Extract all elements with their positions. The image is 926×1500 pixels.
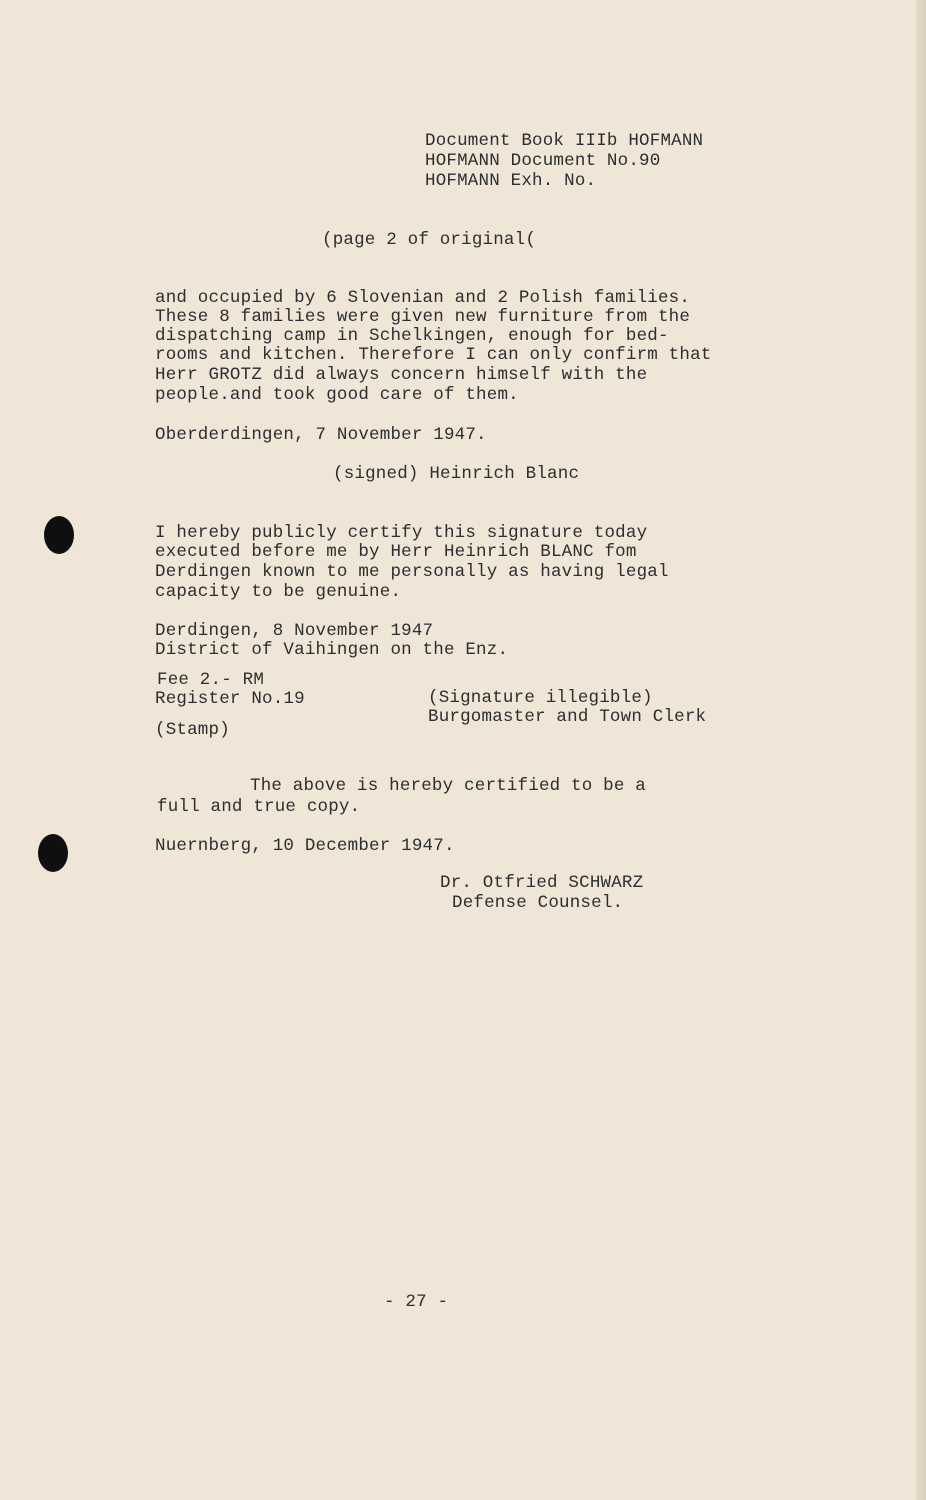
copy-statement-line: The above is hereby certified to be a: [250, 776, 646, 796]
register-line: Register No.19: [155, 689, 305, 709]
signature-illegible: (Signature illegible): [428, 688, 653, 708]
header-document-number: HOFMANN Document No.90: [425, 151, 661, 171]
copy-statement-line: full and true copy.: [157, 797, 361, 817]
body-line: dispatching camp in Schelkingen, enough for bed-: [155, 326, 669, 346]
place-date-derdingen: Derdingen, 8 November 1947: [155, 621, 434, 641]
header-exhibit-number: HOFMANN Exh. No.: [425, 171, 597, 191]
body-line: These 8 families were given new furniture from the: [155, 307, 691, 327]
certification-line: Derdingen known to me personally as having legal: [155, 562, 669, 582]
page-note: (page 2 of original(: [322, 230, 537, 250]
page-edge: [916, 0, 926, 1500]
punch-hole-top: [44, 516, 74, 554]
counsel-title: Defense Counsel.: [452, 893, 624, 913]
punch-hole-bottom: [38, 834, 68, 872]
body-line: Herr GROTZ did always concern himself with the: [155, 365, 648, 385]
place-date-nuernberg: Nuernberg, 10 December 1947.: [155, 836, 455, 856]
body-line: and occupied by 6 Slovenian and 2 Polish families.: [155, 288, 691, 308]
district-line: District of Vaihingen on the Enz.: [155, 640, 509, 660]
body-line: people.and took good care of them.: [155, 385, 519, 405]
fee-line: Fee 2.- RM: [157, 670, 265, 690]
signed-line: (signed) Heinrich Blanc: [333, 464, 580, 484]
header-document-book: Document Book IIIb HOFMANN: [425, 131, 704, 151]
body-line: rooms and kitchen. Therefore I can only confirm that: [155, 345, 712, 365]
certification-line: I hereby publicly certify this signature today: [155, 523, 648, 543]
counsel-name: Dr. Otfried SCHWARZ: [440, 873, 644, 893]
place-date-oberderdingen: Oberderdingen, 7 November 1947.: [155, 425, 487, 445]
page-number: - 27 -: [384, 1292, 449, 1312]
burgomaster-title: Burgomaster and Town Clerk: [428, 707, 707, 727]
stamp-label: (Stamp): [155, 720, 230, 740]
certification-line: capacity to be genuine.: [155, 582, 402, 602]
certification-line: executed before me by Herr Heinrich BLANC fom: [155, 542, 637, 562]
